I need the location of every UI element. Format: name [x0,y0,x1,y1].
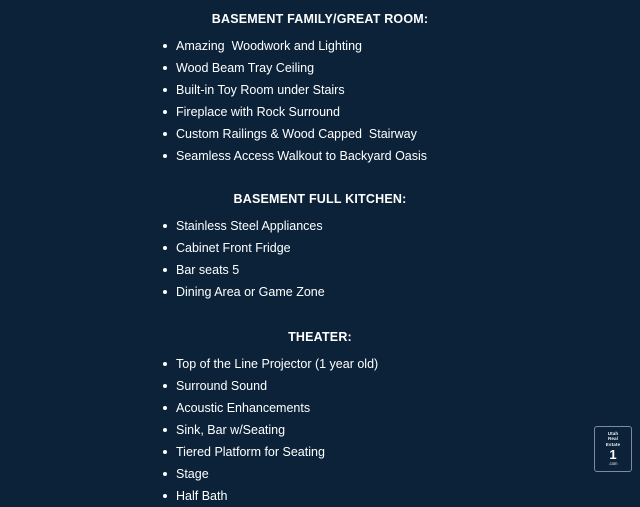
section-theater [0,330,640,507]
list-item: Sink, Bar w/Seating [0,419,640,441]
watermark-domain: .com [608,461,618,467]
list-item: Top of the Line Projector (1 year old) [0,353,640,375]
spacer [0,303,640,330]
section-title: BASEMENT FULL KITCHEN: [233,192,407,206]
section-title: THEATER: [288,330,352,344]
spacer [0,206,640,215]
feature-list [0,215,640,303]
watermark-line-3: Estate [605,441,621,447]
spacer [0,344,640,353]
list-item: Surround Sound [0,375,640,397]
watermark-line-2: Real [607,436,619,442]
section-title: BASEMENT FAMILY/GREAT ROOM: [211,12,429,26]
watermark-number: 1 [609,447,617,463]
feature-list [0,35,640,167]
list-item: Half Bath [0,485,640,507]
list-item: Acoustic Enhancements [0,397,640,419]
list-item: Custom Railings & Wood Capped Stairway [0,123,640,145]
section-basement-family-great-room [0,12,640,167]
list-item: Seamless Access Walkout to Backyard Oasis [0,145,640,167]
list-item: Cabinet Front Fridge [0,237,640,259]
feature-list [0,353,640,507]
list-item: Stage [0,463,640,485]
list-item: Fireplace with Rock Surround [0,101,640,123]
list-item: Bar seats 5 [0,259,640,281]
watermark-line-1: Utah [607,430,619,436]
list-item: Built-in Toy Room under Stairs [0,79,640,101]
spacer [0,167,640,192]
list-item: Amazing Woodwork and Lighting [0,35,640,57]
section-basement-full-kitchen [0,192,640,303]
spacer [0,26,640,35]
list-item: Wood Beam Tray Ceiling [0,57,640,79]
list-item: Dining Area or Game Zone [0,281,640,303]
utah-real-estate-watermark-logo [594,426,632,472]
list-item: Tiered Platform for Seating [0,441,640,463]
list-item: Stainless Steel Appliances [0,215,640,237]
